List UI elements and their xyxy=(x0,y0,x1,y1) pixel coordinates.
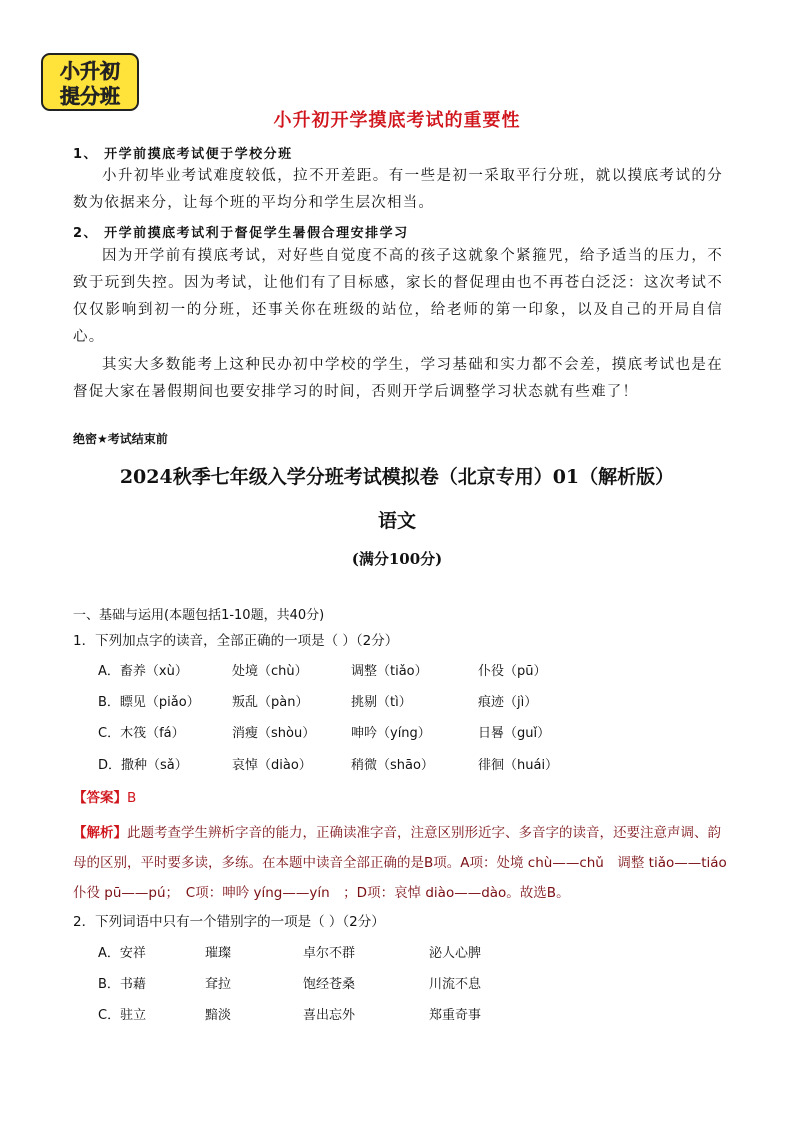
option-word: 郑重奇事 xyxy=(429,1008,482,1023)
logo-line1: 小升初 xyxy=(60,59,120,83)
option-word: 耷拉 xyxy=(205,977,232,992)
question-1-option-c xyxy=(98,722,738,742)
option-word: C．驻立 xyxy=(98,1008,147,1023)
option-word: D．撒种（sǎ） xyxy=(98,758,188,773)
confidential-notice: 绝密★考试结束前 xyxy=(73,432,168,446)
option-word: 呻吟（yíng） xyxy=(351,726,431,741)
option-word: 痕迹（jì） xyxy=(478,695,538,710)
option-word: 稍微（shāo） xyxy=(351,758,434,773)
exam-subject: 语文 xyxy=(377,510,416,532)
section1-paragraph: 小升初毕业考试难度较低，拉不开差距。有一些是初一采取平行分班，就以摸底考试的分数为依据来分，让每个班的平均分和学生层次相当。 xyxy=(73,168,723,211)
option-word: B．瞟见（piǎo） xyxy=(98,695,200,710)
question-2-option-c xyxy=(98,1004,738,1024)
option-word: A．畜养（xù） xyxy=(98,664,188,679)
logo-line2: 提分班 xyxy=(60,84,120,108)
part-heading: 一、基础与运用(本题包括1-10题，共40分) xyxy=(73,608,325,623)
question-2-option-a xyxy=(98,942,738,962)
question-1-option-d xyxy=(98,754,738,774)
option-word: B．书藉 xyxy=(98,977,146,992)
section2-paragraph: 因为开学前有摸底考试，对好些自觉度不高的孩子这就象个紧箍咒，给予适当的压力，不致于玩到失控。因为考试，让他们有了目标感，家长的督促理由也不再苍白泛泛：这次考试不仅仅影响到初一的分班，还事关你在班级的站位，给老师的第一印象，以及自己的开局自信心。 xyxy=(73,248,723,345)
option-word: 卓尔不群 xyxy=(303,946,356,961)
answer-value: B xyxy=(127,790,137,806)
option-word: 仆役（pū） xyxy=(478,664,547,679)
promo-title: 小升初开学摸底考试的重要性 xyxy=(273,110,521,131)
option-word: C．木筏（fá） xyxy=(98,726,185,741)
answer-tag: 【答案】 xyxy=(73,790,127,806)
option-word: 黯淡 xyxy=(205,1008,232,1023)
full-score: (满分100分) xyxy=(351,550,443,568)
option-word: 处境（chù） xyxy=(232,664,308,679)
option-word: 璀璨 xyxy=(205,946,232,961)
option-word: 哀悼（diào） xyxy=(232,758,312,773)
option-word: A．安祥 xyxy=(98,946,146,961)
exam-title: 2024秋季七年级入学分班考试模拟卷（北京专用）01（解析版） xyxy=(119,466,675,488)
option-word: 泌人心脾 xyxy=(429,946,482,961)
logo-badge xyxy=(40,52,140,112)
option-word: 喜出忘外 xyxy=(303,1008,356,1023)
section1-heading: 1、 开学前摸底考试便于学校分班 xyxy=(73,147,293,162)
option-word: 川流不息 xyxy=(429,977,482,992)
question-1-answer xyxy=(73,786,136,806)
analysis-text: 此题考查学生辨析字音的能力，正确读准字音，注意区别形近字、多音字的读音，还要注意声调、韵母的区别，平时要多读，多练。在本题中读音全部正确的是B项。A项：处境 chù——chǔ 调整 tiǎo——tiáo 仆役 pū——pú； C项：呻吟 yíng——yín ；D项：哀悼 diào——dào。故选B。 xyxy=(73,825,741,901)
option-word: 叛乱（pàn） xyxy=(232,695,309,710)
question-1-option-a xyxy=(98,660,738,680)
section3-paragraph: 其实大多数能考上这种民办初中学校的学生，学习基础和实力都不会差，摸底考试也是在督促大家在暑假期间也要安排学习的时间，否则开学后调整学习状态就有些难了！ xyxy=(73,357,723,400)
question-1-stem: 1．下列加点字的读音，全部正确的一项是（ ）（2分） xyxy=(73,633,399,649)
analysis-tag: 【解析】 xyxy=(73,825,127,841)
option-word: 徘徊（huái） xyxy=(478,758,559,773)
option-word: 日晷（guǐ） xyxy=(478,726,551,741)
option-word: 饱经苍桑 xyxy=(303,977,356,992)
option-word: 消瘦（shòu） xyxy=(232,726,316,741)
question-1-option-b xyxy=(98,691,738,711)
question-2-stem: 2．下列词语中只有一个错别字的一项是（ ）（2分） xyxy=(73,914,385,930)
option-word: 调整（tiǎo） xyxy=(351,664,428,679)
option-word: 挑剔（tì） xyxy=(351,695,412,710)
question-1-analysis xyxy=(73,818,741,908)
question-2-option-b xyxy=(98,973,738,993)
section2-heading: 2、 开学前摸底考试利于督促学生暑假合理安排学习 xyxy=(73,226,409,241)
